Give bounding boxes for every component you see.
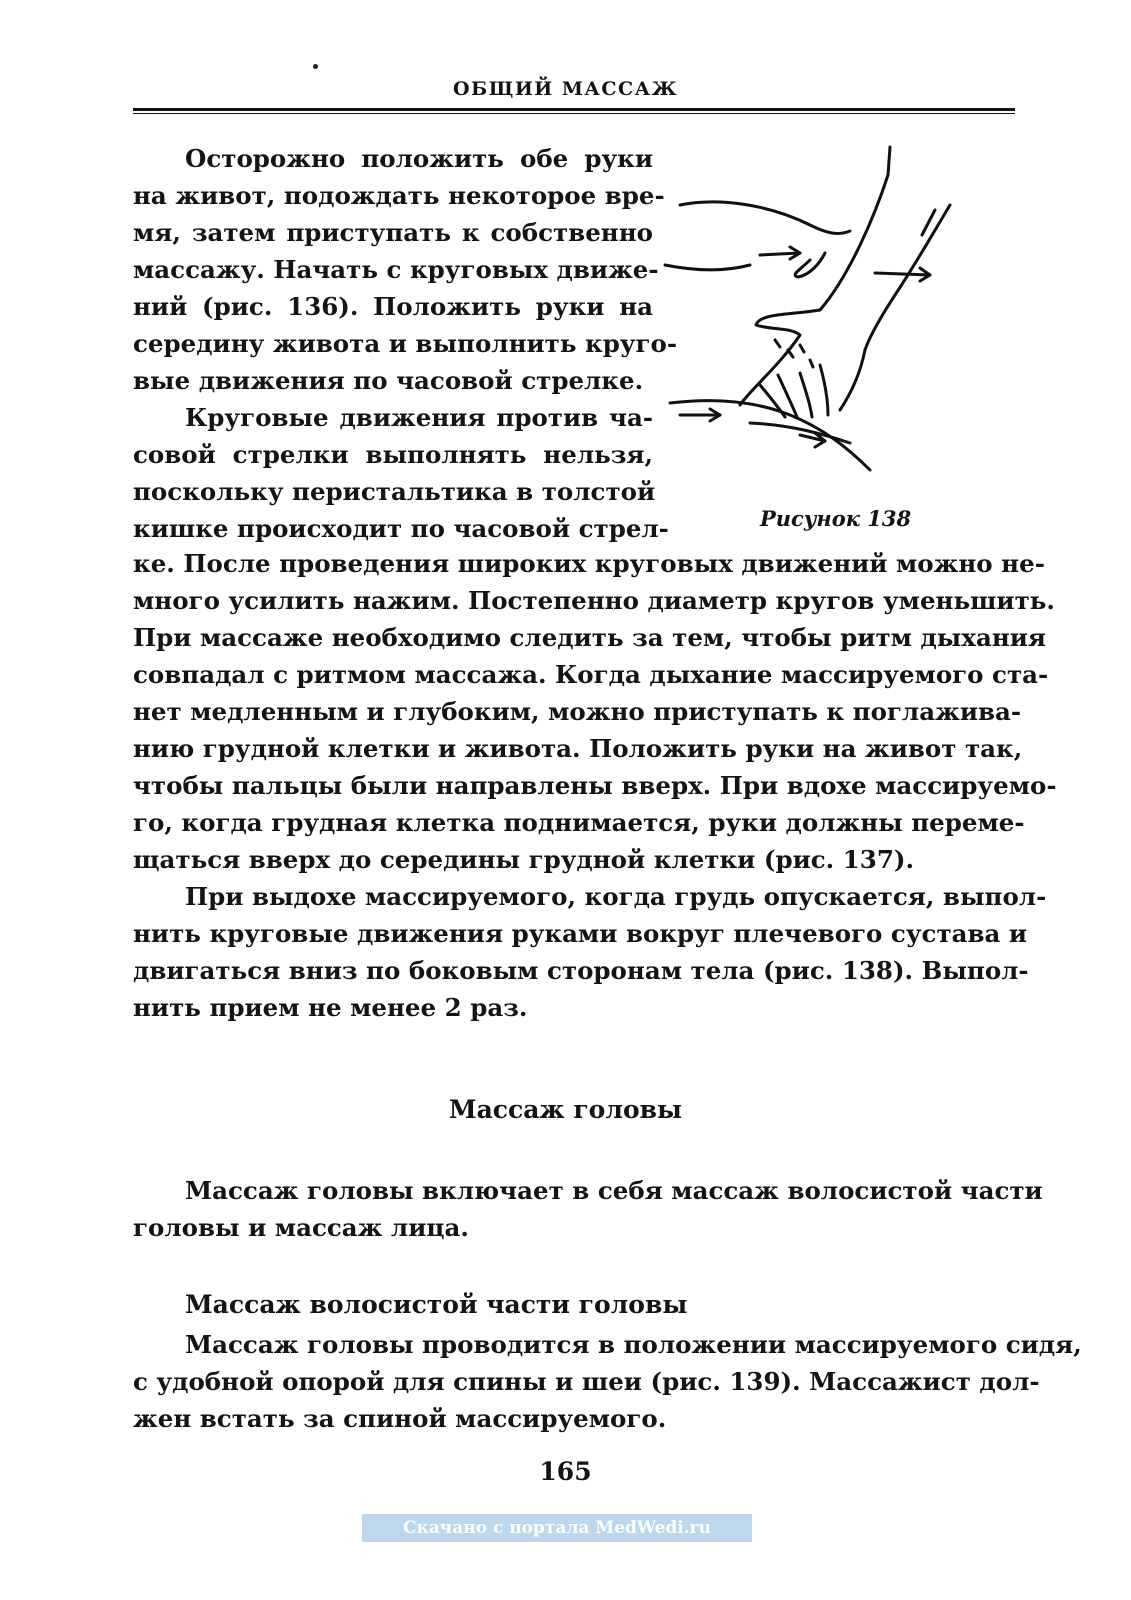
paragraph-wide-column [133,545,1057,1026]
text-line: чтобы пальцы были направлены вверх. При вдохе массируемо- [133,771,1057,800]
text-line: го, когда грудная клетка поднимается, руки должны переме- [133,808,1025,837]
text-line: на живот, подождать некоторое вре- [133,181,665,210]
section-intro-paragraph [133,1172,1043,1246]
text-line: ке. После проведения широких круговых движений можно не- [133,549,1045,578]
print-speck [313,64,318,69]
text-line: совпадал с ритмом массажа. Когда дыхание массируемого ста- [133,660,1049,689]
text-line: мя, затем приступать к собственно [133,218,653,247]
text-line: ний (рис. 136). Положить руки на [133,292,653,321]
page-number: 165 [539,1457,592,1486]
download-watermark: Скачано с портала MedWedi.ru [362,1514,752,1542]
figure-caption: Рисунок 138 [760,506,912,531]
text-line: головы и массаж лица. [133,1213,469,1242]
text-line: Осторожно положить обе руки [185,144,653,173]
text-line: середину живота и выполнить круго- [133,329,678,358]
text-line: много усилить нажим. Постепенно диаметр кругов уменьшить. [133,586,1055,615]
text-line: нить прием не менее 2 раз. [133,993,528,1022]
text-line: При выдохе массируемого, когда грудь опускается, выпол- [185,882,1047,911]
text-line: жен встать за спиной массируемого. [133,1404,667,1433]
text-line: щаться вверх до середины грудной клетки (рис. 137). [133,845,914,874]
text-line: поскольку перистальтика в толстой [133,477,656,506]
text-line: двигаться вниз по боковым сторонам тела (рис. 138). Выпол- [133,956,1029,985]
subsection-heading: Массаж волосистой части головы [185,1290,688,1319]
text-line: нию грудной клетки и живота. Положить руки на живот так, [133,734,1023,763]
text-line: совой стрелки выполнять нельзя, [133,440,653,469]
header-rule-thick [133,108,1015,111]
header-rule-thin [133,113,1015,114]
text-line: Массаж головы включает в себя массаж волосистой части [185,1176,1043,1205]
section-heading: Массаж головы [448,1095,683,1124]
text-line: массажу. Начать с круговых движе- [133,255,659,284]
text-line: с удобной опорой для спины и шеи (рис. 139). Массажист дол- [133,1367,1040,1396]
figure-hand-massage-illustration [660,135,1010,485]
text-line: Массаж головы проводится в положении массируемого сидя, [185,1330,1082,1359]
text-line: При массаже необходимо следить за тем, чтобы ритм дыхания [133,623,1047,652]
text-line: нет медленным и глубоким, можно приступать к поглажива- [133,697,1022,726]
text-line: нить круговые движения руками вокруг плечевого сустава и [133,919,1028,948]
subsection-body-paragraph [133,1326,1082,1437]
text-line: кишке происходит по часовой стрел- [133,514,669,543]
text-line: вые движения по часовой стрелке. [133,366,644,395]
paragraph-narrow-column [133,140,678,547]
running-title: ОБЩИЙ МАССАЖ [452,78,679,100]
text-line: Круговые движения против ча- [185,403,653,432]
